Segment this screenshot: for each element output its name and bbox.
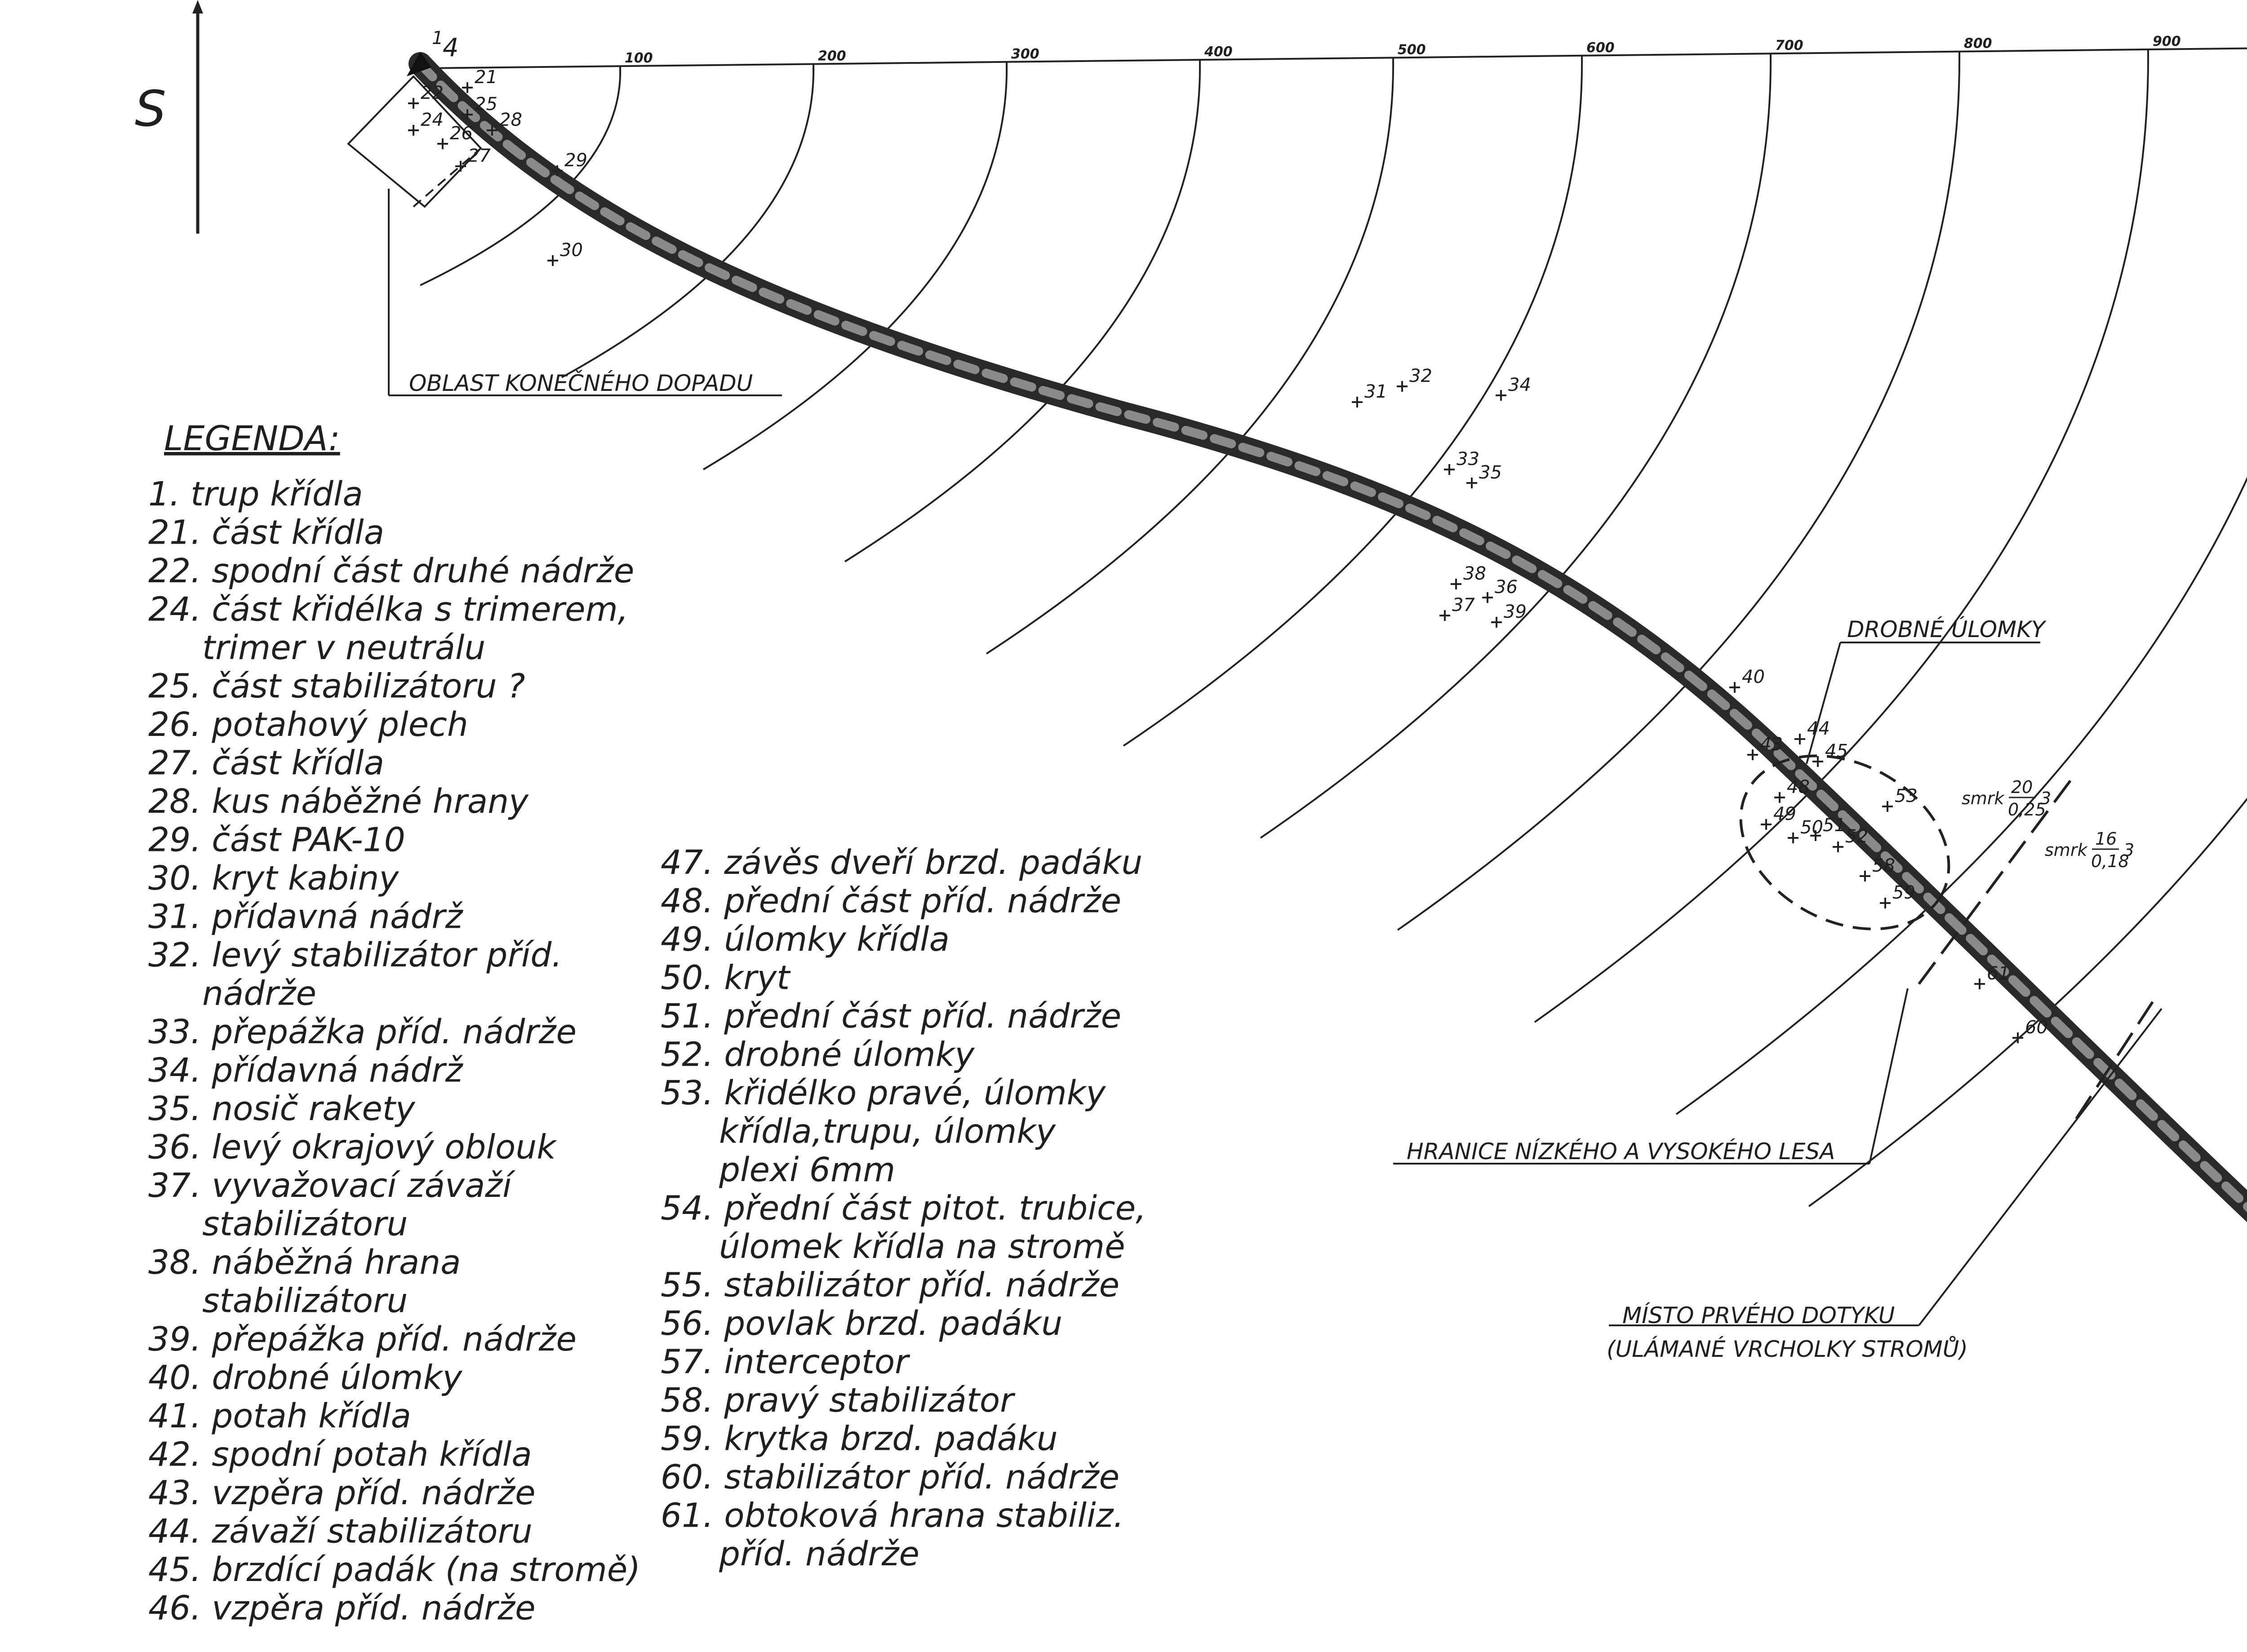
distance-arc-300 [703,62,1007,469]
svg-text:3: 3 [2040,788,2052,808]
legend-item: 48. přední část příd. nádrže [661,881,1122,921]
legend-item: 41. potah křídla [148,1397,411,1435]
legend-item: 1. trup křídla [148,475,363,514]
debris-point-label: 34 [1508,375,1531,395]
legend-title: LEGENDA: [164,418,340,458]
debris-point-label: 21 [475,67,497,88]
debris-point-label: 27 [468,146,491,166]
distance-tick-900: 900 [2153,34,2181,50]
legend-item: 31. přídavná nádrž [148,897,463,936]
debris-point-label: 30 [560,240,583,261]
first-contact-sublabel: (ULÁMANÉ VRCHOLKY STROMŮ) [1607,1336,1968,1362]
legend-item: 59. krytka brzd. padáku [661,1419,1058,1458]
debris-point-27 [455,146,491,172]
legend-item: 21. část křídla [148,513,385,552]
debris-point-1 [432,28,443,49]
debris-point-45 [1812,741,1848,767]
debris-point-label: 31 [1364,381,1387,402]
debris-point-label: 33 [1457,449,1479,469]
legend-item: 35. nosič rakety [148,1090,415,1128]
final-impact-area-label: OBLAST KONEČNÉHO DOPADU [409,370,753,396]
debris-point-label: 51 [1823,815,1846,836]
debris-point-label: 1 [432,28,444,49]
legend-item: úlomek křídla na stromě [719,1227,1125,1266]
distance-tick-700: 700 [1775,38,1803,54]
legend-item: 51. přední část příd. nádrže [661,997,1122,1036]
legend-item: 45. brzdící padák (na stromě) [148,1550,641,1589]
legend-item: 33. přepážka příd. nádrže [148,1013,577,1051]
debris-point-label: 59 [1892,882,1915,903]
debris-point-label: 50 [1800,817,1823,838]
legend-item: 26. potahový plech [148,705,468,744]
legend-item: 40. drobné úlomky [148,1358,462,1397]
legend-item: 27. část křídla [148,744,385,783]
distance-tick-600: 600 [1586,40,1615,56]
debris-point-33 [1444,449,1479,475]
debris-point-21 [462,67,497,93]
legend-item: 34. přídavná nádrž [148,1051,463,1090]
legend-item: křídla,trupu, úlomky [719,1112,1056,1151]
distance-arc-800 [1398,52,1959,930]
distance-ticks [620,30,2247,76]
legend-item: 44. závaží stabilizátoru [148,1512,533,1551]
svg-text:3: 3 [2123,840,2135,860]
debris-points [408,28,2048,1043]
legend-item: 46. vzpěra příd. nádrže [148,1589,536,1628]
debris-point-label: 45 [1825,741,1848,762]
distance-tick-300: 300 [1011,46,1039,62]
tree-annotation-1 [1962,777,2051,819]
legend-item: 28. kus náběžné hrany [148,782,528,821]
svg-text:0,25: 0,25 [2008,800,2046,819]
legend-item: 55. stabilizátor příd. nádrže [661,1266,1120,1305]
legend-item: 49. úlomky křídla [661,920,950,959]
debris-point-22 [408,83,444,109]
legend-item: 57. interceptor [661,1342,909,1382]
legend-item: 60. stabilizátor příd. nádrže [661,1458,1120,1497]
debris-point-24 [408,110,444,136]
debris-point-60 [2012,1017,2048,1043]
first-contact-label: MÍSTO PRVÉHO DOTYKU [1622,1302,1895,1329]
svg-text:smrk: smrk [2045,840,2087,860]
bracket-mark: 4 [443,33,459,62]
legend-item: 52. drobné úlomky [661,1035,975,1074]
legend-item: 54. přední část pitot. trubice, [661,1189,1146,1228]
distance-arc-500 [986,58,1393,654]
svg-text:16: 16 [2095,829,2117,849]
debris-point-29 [552,150,587,176]
legend-item: 30. kryt kabiny [148,859,399,898]
distance-arc-1000 [1676,47,2247,1114]
legend-item: stabilizátoru [202,1205,408,1244]
tree-annotation-2 [2045,829,2134,871]
debris-point-label: 24 [421,110,444,130]
legend-item: 61. obtoková hrana stabiliz. [661,1496,1124,1535]
debris-point-label: 32 [1409,366,1432,386]
legend-item: 43. vzpěra příd. nádrže [148,1474,536,1512]
forest-boundary-lines [1393,773,2153,1164]
legend-item: 50. kryt [661,958,790,997]
final-impact-area-box [348,76,782,395]
legend-item: 24. část křidélka s trimerem, [148,590,629,629]
distance-tick-200: 200 [818,48,846,64]
legend-item: 32. levý stabilizátor příd. [148,936,562,974]
distance-tick-400: 400 [1204,44,1233,60]
legend-item: 53. křidélko pravé, úlomky [661,1074,1106,1112]
debris-point-32 [1397,366,1432,392]
debris-point-39 [1491,602,1527,628]
legend-item: 42. spodní potah křídla [148,1435,532,1474]
svg-text:20: 20 [2011,777,2033,797]
debris-point-label: 36 [1495,577,1518,598]
debris-point-53 [1882,786,1918,812]
debris-point-59 [1880,882,1915,908]
debris-point-58 [1860,855,1895,881]
compass-label: S [135,80,166,137]
legend-item: nádrže [202,974,317,1013]
debris-point-label: 44 [1807,718,1830,739]
legend-column-1 [148,475,640,1628]
legend-item: příd. nádrže [719,1535,919,1573]
debris-point-label: 25 [475,94,497,115]
debris-point-label: 37 [1452,595,1475,616]
debris-point-label: 43 [1760,734,1783,755]
debris-point-label: 39 [1504,602,1527,622]
forest-boundary-label: HRANICE NÍZKÉHO A VYSOKÉHO LESA [1407,1138,1835,1165]
debris-point-label: 49 [1773,804,1796,824]
debris-point-label: 28 [499,110,522,130]
debris-point-label: 60 [2025,1017,2048,1038]
debris-point-label: 26 [450,123,473,144]
debris-point-label: 61 [1987,963,2010,984]
debris-point-30 [547,240,583,266]
legend-item: trimer v neutrálu [202,629,486,667]
debris-point-label: 48 [1787,777,1810,797]
legend-item: 22. spodní část druhé nádrže [148,552,635,590]
debris-point-label: 35 [1479,462,1502,483]
debris-point-label: 29 [564,150,587,171]
debris-point-label: 53 [1895,786,1918,806]
legend-item: 36. levý okrajový oblouk [148,1128,556,1167]
distance-arc-400 [845,60,1200,562]
distance-tick-800: 800 [1964,35,1992,52]
debris-point-49 [1761,804,1796,830]
debris-point-31 [1352,381,1387,407]
debris-point-37 [1439,595,1475,621]
distance-tick-100: 100 [625,50,653,66]
legend-item: 56. povlak brzd. padáku [661,1304,1063,1343]
legend-item: 39. přepážka příd. nádrže [148,1320,577,1359]
debris-point-label: 52 [1845,826,1868,847]
debris-point-label: 22 [421,83,444,103]
legend-item: 47. závěs dveří brzd. padáku [661,843,1143,882]
debris-point-48 [1774,777,1810,803]
legend-item: plexi 6mm [719,1151,896,1189]
legend-item: 25. část stabilizátoru ? [148,667,525,706]
north-arrow [192,0,203,234]
distance-arc-600 [1124,56,1582,746]
debris-point-38 [1451,563,1486,589]
legend-column-2 [661,843,1146,1573]
distance-tick-500: 500 [1398,42,1426,58]
legend-item: 38. náběžná hrana [148,1243,461,1282]
debris-point-label: 40 [1742,667,1765,687]
small-debris-label: DROBNÉ ÚLOMKY [1847,616,2045,642]
legend-item: stabilizátoru [202,1281,408,1320]
debris-point-36 [1482,577,1518,603]
distance-arc-900 [1535,49,2148,1022]
debris-point-label: 38 [1463,563,1486,584]
legend-item: 29. část PAK-10 [148,820,405,859]
debris-point-34 [1496,375,1531,401]
svg-text:0,18: 0,18 [2091,851,2129,871]
debris-point-label: 58 [1872,855,1895,876]
legend-item: 37. vyvažovací závaží [148,1166,512,1205]
svg-text:smrk: smrk [1962,788,2004,808]
legend-item: 58. pravý stabilizátor [661,1381,1014,1420]
distance-arc-700 [1261,53,1771,838]
debris-point-40 [1729,667,1765,693]
